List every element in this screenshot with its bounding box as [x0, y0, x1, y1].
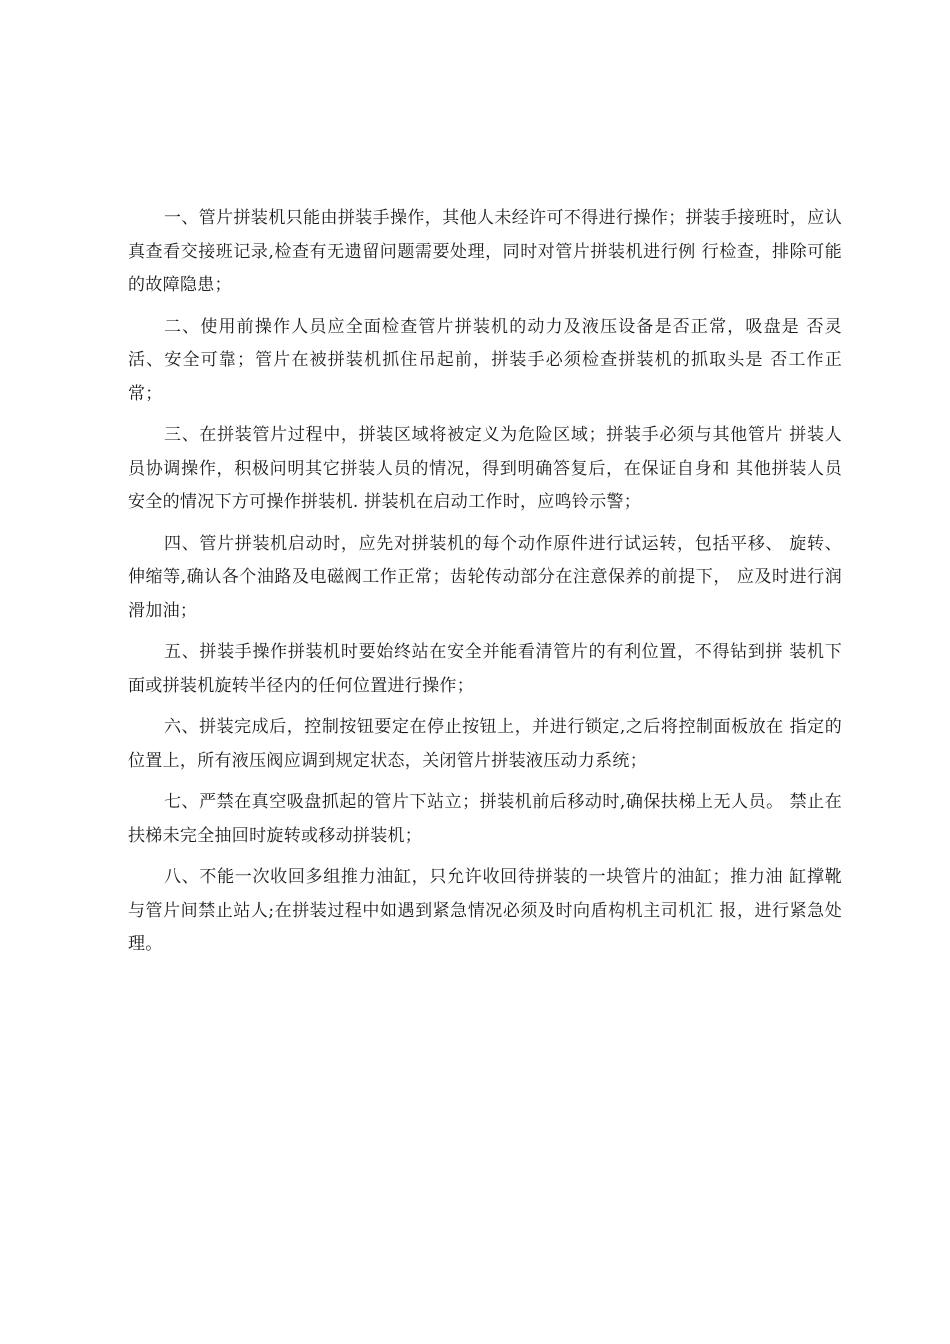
document-body	[128, 202, 842, 970]
paragraph-6: 六、拼装完成后，控制按钮要定在停止按钮上，并进行锁定,之后将控制面板放在 指定的位置上，所有液压阀应调到规定状态，关闭管片拼装液压动力系统；	[128, 717, 842, 771]
paragraph-3: 三、在拼装管片过程中，拼装区域将被定义为危险区域；拼装手必须与其他管片 拼装人员协调操作，积极问明其它拼装人员的情况，得到明确答复后，在保证自身和 其他拼装人员安全的情况下方可操作拼装机. 拼装机在启动工作时，应鸣铃示警；	[128, 425, 842, 512]
paragraph-2: 二、使用前操作人员应全面检查管片拼装机的动力及液压设备是否正常，吸盘是 否灵活、安全可靠；管片在被拼装机抓住吊起前，拼装手必须检查拼装机的抓取头是 否工作正常；	[128, 316, 842, 404]
paragraph-5: 五、拼装手操作拼装机时要始终站在安全并能看清管片的有利位置，不得钻到拼 装机下面或拼装机旋转半径内的任何位置进行操作；	[128, 642, 842, 696]
paragraph-1: 一、管片拼装机只能由拼装手操作，其他人未经许可不得进行操作；拼装手接班时，应认真查看交接班记录,检查有无遗留问题需要处理，同时对管片拼装机进行例 行检查，排除可能的故障隐患；	[128, 208, 842, 295]
paragraph-4: 四、管片拼装机启动时，应先对拼装机的每个动作原件进行试运转，包括平移、 旋转、伸缩等,确认各个油路及电磁阀工作正常；齿轮传动部分在注意保养的前提下， 应及时进行润滑加油；	[128, 533, 842, 621]
paragraph-8: 八、不能一次收回多组推力油缸，只允许收回待拼装的一块管片的油缸；推力油 缸撑靴与管片间禁止站人;在拼装过程中如遇到紧急情况必须及时向盾构机主司机汇 报，进行紧急处理。	[128, 867, 842, 954]
paragraph-7: 七、严禁在真空吸盘抓起的管片下站立；拼装机前后移动时,确保扶梯上无人员。 禁止在扶梯未完全抽回时旋转或移动拼装机；	[128, 792, 842, 846]
